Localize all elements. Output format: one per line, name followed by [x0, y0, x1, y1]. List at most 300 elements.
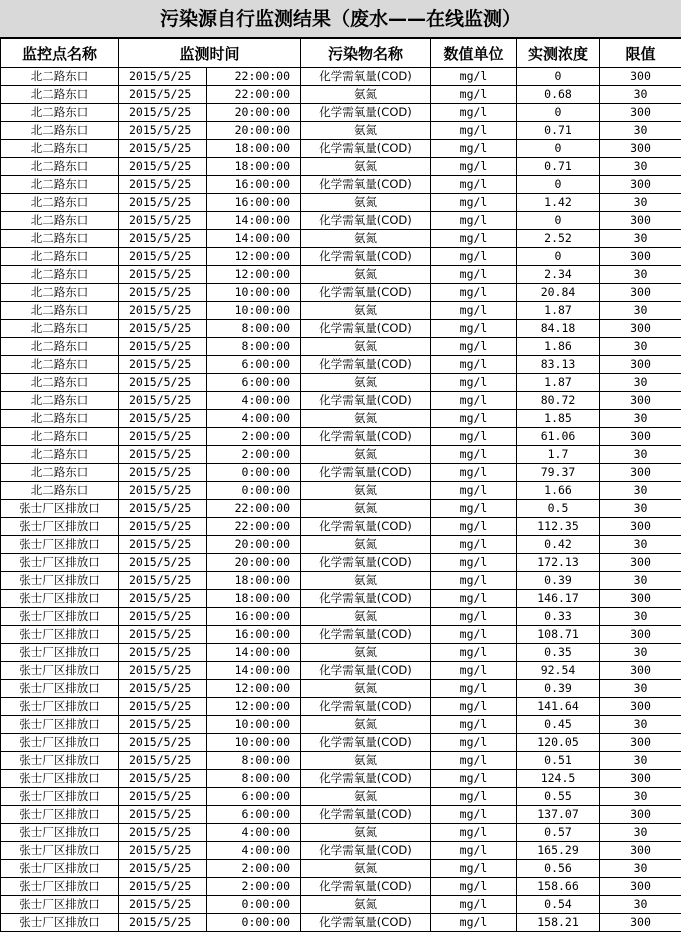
pollutant-cell: 氨氮	[301, 302, 431, 320]
time-cell: 14:00:00	[207, 644, 301, 662]
unit-cell: mg/l	[431, 248, 517, 266]
header-unit: 数值单位	[431, 39, 517, 68]
value-cell: 0.56	[517, 860, 600, 878]
site-cell: 北二路东口	[1, 158, 119, 176]
pollutant-cell: 氨氮	[301, 194, 431, 212]
unit-cell: mg/l	[431, 500, 517, 518]
date-cell: 2015/5/25	[119, 194, 207, 212]
limit-cell: 300	[600, 176, 681, 194]
date-cell: 2015/5/25	[119, 788, 207, 806]
table-row	[1, 878, 681, 896]
site-cell: 张士厂区排放口	[1, 590, 119, 608]
pollutant-cell: 氨氮	[301, 680, 431, 698]
time-cell: 18:00:00	[207, 158, 301, 176]
date-cell: 2015/5/25	[119, 626, 207, 644]
value-cell: 0.33	[517, 608, 600, 626]
pollutant-cell: 氨氮	[301, 788, 431, 806]
date-cell: 2015/5/25	[119, 716, 207, 734]
date-cell: 2015/5/25	[119, 176, 207, 194]
limit-cell: 30	[600, 536, 681, 554]
value-cell: 0.55	[517, 788, 600, 806]
time-cell: 12:00:00	[207, 698, 301, 716]
unit-cell: mg/l	[431, 464, 517, 482]
table-row	[1, 680, 681, 698]
unit-cell: mg/l	[431, 302, 517, 320]
results-table	[0, 38, 681, 932]
limit-cell: 300	[600, 140, 681, 158]
site-cell: 北二路东口	[1, 356, 119, 374]
limit-cell: 300	[600, 356, 681, 374]
date-cell: 2015/5/25	[119, 266, 207, 284]
header-row	[1, 39, 681, 68]
date-cell: 2015/5/25	[119, 842, 207, 860]
value-cell: 124.5	[517, 770, 600, 788]
pollutant-cell: 化学需氧量(COD)	[301, 734, 431, 752]
table-row	[1, 248, 681, 266]
site-cell: 北二路东口	[1, 68, 119, 86]
pollutant-cell: 氨氮	[301, 374, 431, 392]
pollutant-cell: 化学需氧量(COD)	[301, 104, 431, 122]
time-cell: 0:00:00	[207, 914, 301, 932]
pollutant-cell: 氨氮	[301, 824, 431, 842]
time-cell: 18:00:00	[207, 590, 301, 608]
limit-cell: 300	[600, 626, 681, 644]
table-row	[1, 212, 681, 230]
unit-cell: mg/l	[431, 590, 517, 608]
date-cell: 2015/5/25	[119, 140, 207, 158]
date-cell: 2015/5/25	[119, 608, 207, 626]
value-cell: 92.54	[517, 662, 600, 680]
limit-cell: 30	[600, 572, 681, 590]
pollutant-cell: 化学需氧量(COD)	[301, 806, 431, 824]
unit-cell: mg/l	[431, 428, 517, 446]
date-cell: 2015/5/25	[119, 392, 207, 410]
unit-cell: mg/l	[431, 104, 517, 122]
pollutant-cell: 化学需氧量(COD)	[301, 176, 431, 194]
time-cell: 2:00:00	[207, 446, 301, 464]
site-cell: 张士厂区排放口	[1, 806, 119, 824]
site-cell: 北二路东口	[1, 428, 119, 446]
limit-cell: 300	[600, 320, 681, 338]
date-cell: 2015/5/25	[119, 554, 207, 572]
limit-cell: 300	[600, 554, 681, 572]
date-cell: 2015/5/25	[119, 662, 207, 680]
table-row	[1, 302, 681, 320]
value-cell: 0.5	[517, 500, 600, 518]
site-cell: 张士厂区排放口	[1, 662, 119, 680]
pollutant-cell: 化学需氧量(COD)	[301, 320, 431, 338]
site-cell: 张士厂区排放口	[1, 914, 119, 932]
value-cell: 1.66	[517, 482, 600, 500]
table-row	[1, 464, 681, 482]
time-cell: 4:00:00	[207, 824, 301, 842]
unit-cell: mg/l	[431, 140, 517, 158]
table-row	[1, 410, 681, 428]
time-cell: 8:00:00	[207, 338, 301, 356]
time-cell: 8:00:00	[207, 770, 301, 788]
value-cell: 1.87	[517, 374, 600, 392]
site-cell: 张士厂区排放口	[1, 536, 119, 554]
time-cell: 14:00:00	[207, 212, 301, 230]
value-cell: 112.35	[517, 518, 600, 536]
limit-cell: 300	[600, 914, 681, 932]
pollutant-cell: 化学需氧量(COD)	[301, 662, 431, 680]
date-cell: 2015/5/25	[119, 770, 207, 788]
table-row	[1, 374, 681, 392]
limit-cell: 30	[600, 410, 681, 428]
site-cell: 北二路东口	[1, 374, 119, 392]
unit-cell: mg/l	[431, 698, 517, 716]
pollutant-cell: 化学需氧量(COD)	[301, 212, 431, 230]
time-cell: 10:00:00	[207, 302, 301, 320]
unit-cell: mg/l	[431, 752, 517, 770]
limit-cell: 300	[600, 392, 681, 410]
value-cell: 158.66	[517, 878, 600, 896]
unit-cell: mg/l	[431, 680, 517, 698]
site-cell: 张士厂区排放口	[1, 518, 119, 536]
value-cell: 2.52	[517, 230, 600, 248]
pollutant-cell: 化学需氧量(COD)	[301, 284, 431, 302]
time-cell: 2:00:00	[207, 860, 301, 878]
limit-cell: 30	[600, 374, 681, 392]
value-cell: 0	[517, 68, 600, 86]
time-cell: 4:00:00	[207, 842, 301, 860]
site-cell: 北二路东口	[1, 266, 119, 284]
unit-cell: mg/l	[431, 860, 517, 878]
pollutant-cell: 氨氮	[301, 644, 431, 662]
time-cell: 8:00:00	[207, 320, 301, 338]
value-cell: 80.72	[517, 392, 600, 410]
value-cell: 0.39	[517, 572, 600, 590]
date-cell: 2015/5/25	[119, 446, 207, 464]
limit-cell: 30	[600, 266, 681, 284]
time-cell: 22:00:00	[207, 518, 301, 536]
date-cell: 2015/5/25	[119, 644, 207, 662]
pollutant-cell: 化学需氧量(COD)	[301, 626, 431, 644]
table-row	[1, 554, 681, 572]
unit-cell: mg/l	[431, 518, 517, 536]
limit-cell: 30	[600, 608, 681, 626]
pollutant-cell: 氨氮	[301, 752, 431, 770]
pollutant-cell: 化学需氧量(COD)	[301, 248, 431, 266]
limit-cell: 30	[600, 824, 681, 842]
date-cell: 2015/5/25	[119, 518, 207, 536]
site-cell: 张士厂区排放口	[1, 842, 119, 860]
pollutant-cell: 化学需氧量(COD)	[301, 140, 431, 158]
pollutant-cell: 化学需氧量(COD)	[301, 392, 431, 410]
limit-cell: 300	[600, 212, 681, 230]
time-cell: 8:00:00	[207, 752, 301, 770]
value-cell: 1.86	[517, 338, 600, 356]
table-row	[1, 284, 681, 302]
time-cell: 0:00:00	[207, 464, 301, 482]
unit-cell: mg/l	[431, 158, 517, 176]
table-row	[1, 194, 681, 212]
date-cell: 2015/5/25	[119, 572, 207, 590]
pollutant-cell: 化学需氧量(COD)	[301, 842, 431, 860]
pollutant-cell: 氨氮	[301, 536, 431, 554]
time-cell: 14:00:00	[207, 230, 301, 248]
pollutant-cell: 化学需氧量(COD)	[301, 914, 431, 932]
unit-cell: mg/l	[431, 824, 517, 842]
value-cell: 108.71	[517, 626, 600, 644]
site-cell: 北二路东口	[1, 194, 119, 212]
time-cell: 16:00:00	[207, 176, 301, 194]
site-cell: 张士厂区排放口	[1, 680, 119, 698]
pollutant-cell: 氨氮	[301, 86, 431, 104]
site-cell: 张士厂区排放口	[1, 572, 119, 590]
value-cell: 0.51	[517, 752, 600, 770]
unit-cell: mg/l	[431, 86, 517, 104]
site-cell: 张士厂区排放口	[1, 878, 119, 896]
limit-cell: 300	[600, 590, 681, 608]
unit-cell: mg/l	[431, 878, 517, 896]
limit-cell: 30	[600, 482, 681, 500]
unit-cell: mg/l	[431, 554, 517, 572]
pollutant-cell: 氨氮	[301, 716, 431, 734]
value-cell: 137.07	[517, 806, 600, 824]
time-cell: 12:00:00	[207, 248, 301, 266]
time-cell: 10:00:00	[207, 284, 301, 302]
table-row	[1, 716, 681, 734]
sheet-title: 污染源自行监测结果（废水——在线监测）	[0, 0, 681, 38]
table-row	[1, 896, 681, 914]
limit-cell: 30	[600, 338, 681, 356]
time-cell: 22:00:00	[207, 86, 301, 104]
table-row	[1, 806, 681, 824]
time-cell: 2:00:00	[207, 428, 301, 446]
pollutant-cell: 化学需氧量(COD)	[301, 878, 431, 896]
limit-cell: 300	[600, 518, 681, 536]
table-row	[1, 608, 681, 626]
date-cell: 2015/5/25	[119, 230, 207, 248]
limit-cell: 300	[600, 464, 681, 482]
table-row	[1, 626, 681, 644]
time-cell: 20:00:00	[207, 536, 301, 554]
pollutant-cell: 化学需氧量(COD)	[301, 590, 431, 608]
value-cell: 158.21	[517, 914, 600, 932]
date-cell: 2015/5/25	[119, 698, 207, 716]
limit-cell: 30	[600, 716, 681, 734]
time-cell: 6:00:00	[207, 806, 301, 824]
date-cell: 2015/5/25	[119, 860, 207, 878]
date-cell: 2015/5/25	[119, 428, 207, 446]
site-cell: 张士厂区排放口	[1, 626, 119, 644]
date-cell: 2015/5/25	[119, 122, 207, 140]
date-cell: 2015/5/25	[119, 320, 207, 338]
date-cell: 2015/5/25	[119, 914, 207, 932]
unit-cell: mg/l	[431, 284, 517, 302]
site-cell: 张士厂区排放口	[1, 734, 119, 752]
pollutant-cell: 化学需氧量(COD)	[301, 698, 431, 716]
time-cell: 10:00:00	[207, 716, 301, 734]
site-cell: 北二路东口	[1, 176, 119, 194]
limit-cell: 300	[600, 428, 681, 446]
date-cell: 2015/5/25	[119, 302, 207, 320]
site-cell: 北二路东口	[1, 446, 119, 464]
limit-cell: 300	[600, 806, 681, 824]
table-row	[1, 482, 681, 500]
site-cell: 张士厂区排放口	[1, 716, 119, 734]
site-cell: 北二路东口	[1, 122, 119, 140]
unit-cell: mg/l	[431, 536, 517, 554]
date-cell: 2015/5/25	[119, 536, 207, 554]
unit-cell: mg/l	[431, 176, 517, 194]
table-row	[1, 176, 681, 194]
table-row	[1, 698, 681, 716]
time-cell: 12:00:00	[207, 266, 301, 284]
value-cell: 0	[517, 104, 600, 122]
unit-cell: mg/l	[431, 212, 517, 230]
site-cell: 张士厂区排放口	[1, 770, 119, 788]
table-row	[1, 860, 681, 878]
unit-cell: mg/l	[431, 734, 517, 752]
site-cell: 张士厂区排放口	[1, 608, 119, 626]
date-cell: 2015/5/25	[119, 158, 207, 176]
date-cell: 2015/5/25	[119, 896, 207, 914]
value-cell: 20.84	[517, 284, 600, 302]
value-cell: 120.05	[517, 734, 600, 752]
site-cell: 张士厂区排放口	[1, 644, 119, 662]
value-cell: 1.85	[517, 410, 600, 428]
unit-cell: mg/l	[431, 446, 517, 464]
time-cell: 4:00:00	[207, 410, 301, 428]
limit-cell: 30	[600, 86, 681, 104]
unit-cell: mg/l	[431, 608, 517, 626]
table-row	[1, 140, 681, 158]
limit-cell: 300	[600, 284, 681, 302]
table-row	[1, 338, 681, 356]
time-cell: 20:00:00	[207, 122, 301, 140]
value-cell: 0	[517, 212, 600, 230]
date-cell: 2015/5/25	[119, 500, 207, 518]
site-cell: 北二路东口	[1, 248, 119, 266]
unit-cell: mg/l	[431, 194, 517, 212]
date-cell: 2015/5/25	[119, 464, 207, 482]
value-cell: 83.13	[517, 356, 600, 374]
value-cell: 0.57	[517, 824, 600, 842]
date-cell: 2015/5/25	[119, 86, 207, 104]
site-cell: 张士厂区排放口	[1, 554, 119, 572]
unit-cell: mg/l	[431, 896, 517, 914]
pollutant-cell: 化学需氧量(COD)	[301, 428, 431, 446]
date-cell: 2015/5/25	[119, 590, 207, 608]
table-row	[1, 320, 681, 338]
site-cell: 张士厂区排放口	[1, 500, 119, 518]
limit-cell: 30	[600, 752, 681, 770]
value-cell: 84.18	[517, 320, 600, 338]
time-cell: 22:00:00	[207, 68, 301, 86]
table-row	[1, 518, 681, 536]
time-cell: 4:00:00	[207, 392, 301, 410]
value-cell: 2.34	[517, 266, 600, 284]
time-cell: 20:00:00	[207, 554, 301, 572]
pollutant-cell: 化学需氧量(COD)	[301, 356, 431, 374]
pollutant-cell: 化学需氧量(COD)	[301, 770, 431, 788]
table-row	[1, 662, 681, 680]
value-cell: 0.71	[517, 122, 600, 140]
limit-cell: 30	[600, 446, 681, 464]
header-time: 监测时间	[119, 39, 301, 68]
table-row	[1, 914, 681, 932]
date-cell: 2015/5/25	[119, 248, 207, 266]
header-pollutant: 污染物名称	[301, 39, 431, 68]
table-row	[1, 500, 681, 518]
value-cell: 0	[517, 176, 600, 194]
site-cell: 张士厂区排放口	[1, 824, 119, 842]
header-limit: 限值	[600, 39, 681, 68]
date-cell: 2015/5/25	[119, 284, 207, 302]
unit-cell: mg/l	[431, 68, 517, 86]
site-cell: 北二路东口	[1, 410, 119, 428]
table-row	[1, 428, 681, 446]
time-cell: 16:00:00	[207, 626, 301, 644]
limit-cell: 300	[600, 770, 681, 788]
pollutant-cell: 氨氮	[301, 410, 431, 428]
unit-cell: mg/l	[431, 914, 517, 932]
pollutant-cell: 氨氮	[301, 860, 431, 878]
unit-cell: mg/l	[431, 716, 517, 734]
limit-cell: 30	[600, 788, 681, 806]
pollutant-cell: 氨氮	[301, 266, 431, 284]
date-cell: 2015/5/25	[119, 878, 207, 896]
site-cell: 北二路东口	[1, 302, 119, 320]
time-cell: 6:00:00	[207, 356, 301, 374]
limit-cell: 300	[600, 878, 681, 896]
site-cell: 北二路东口	[1, 104, 119, 122]
time-cell: 6:00:00	[207, 374, 301, 392]
table-row	[1, 392, 681, 410]
date-cell: 2015/5/25	[119, 806, 207, 824]
limit-cell: 300	[600, 248, 681, 266]
unit-cell: mg/l	[431, 806, 517, 824]
unit-cell: mg/l	[431, 266, 517, 284]
site-cell: 北二路东口	[1, 482, 119, 500]
table-row	[1, 446, 681, 464]
limit-cell: 30	[600, 158, 681, 176]
unit-cell: mg/l	[431, 842, 517, 860]
unit-cell: mg/l	[431, 626, 517, 644]
limit-cell: 30	[600, 644, 681, 662]
table-row	[1, 842, 681, 860]
pollutant-cell: 化学需氧量(COD)	[301, 518, 431, 536]
value-cell: 0	[517, 248, 600, 266]
limit-cell: 300	[600, 698, 681, 716]
limit-cell: 30	[600, 302, 681, 320]
time-cell: 12:00:00	[207, 680, 301, 698]
header-value: 实测浓度	[517, 39, 600, 68]
limit-cell: 300	[600, 842, 681, 860]
limit-cell: 30	[600, 896, 681, 914]
limit-cell: 300	[600, 662, 681, 680]
unit-cell: mg/l	[431, 662, 517, 680]
site-cell: 北二路东口	[1, 320, 119, 338]
time-cell: 14:00:00	[207, 662, 301, 680]
site-cell: 张士厂区排放口	[1, 698, 119, 716]
value-cell: 146.17	[517, 590, 600, 608]
pollutant-cell: 化学需氧量(COD)	[301, 68, 431, 86]
unit-cell: mg/l	[431, 644, 517, 662]
value-cell: 61.06	[517, 428, 600, 446]
table-row	[1, 536, 681, 554]
unit-cell: mg/l	[431, 230, 517, 248]
limit-cell: 300	[600, 734, 681, 752]
limit-cell: 300	[600, 68, 681, 86]
table-row	[1, 788, 681, 806]
unit-cell: mg/l	[431, 482, 517, 500]
pollutant-cell: 化学需氧量(COD)	[301, 464, 431, 482]
table-row	[1, 104, 681, 122]
